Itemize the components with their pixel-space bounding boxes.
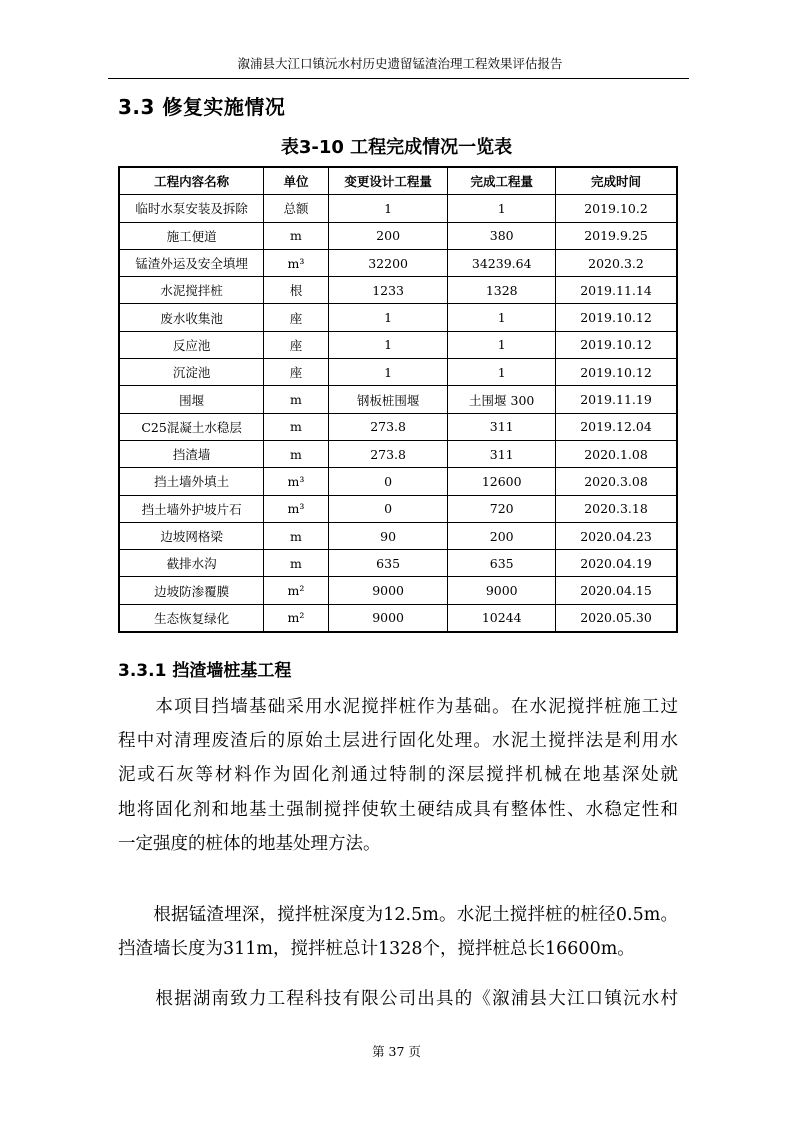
cell-done-date: 2020.3.08 (556, 468, 678, 495)
table-row (119, 577, 677, 604)
col-header-name: 工程内容名称 (119, 167, 264, 195)
cell-name: 反应池 (119, 331, 264, 358)
cell-design-qty: 32200 (328, 249, 448, 276)
cell-done-qty: 635 (448, 550, 556, 577)
cell-unit: m (264, 550, 329, 577)
cell-name: 生态恢复绿化 (119, 604, 264, 632)
paragraph-line: 地将固化剂和地基土强制搅拌使软土硬结成具有整体性、水稳定性和 (118, 799, 678, 820)
cell-name: 挡土墙外护坡片石 (119, 495, 264, 522)
cell-done-date: 2019.10.2 (556, 195, 678, 222)
cell-done-date: 2020.04.19 (556, 550, 678, 577)
col-header-design-qty: 变更设计工程量 (328, 167, 448, 195)
cell-done-qty: 土围堰 300 (448, 386, 556, 413)
cell-done-qty: 311 (448, 440, 556, 467)
table-row (119, 304, 677, 331)
table-row (119, 359, 677, 386)
cell-unit: 座 (264, 331, 329, 358)
cell-done-date: 2020.3.2 (556, 249, 678, 276)
cell-name: 临时水泵安装及拆除 (119, 195, 264, 222)
paragraph-line: 根据锰渣埋深，搅拌桩深度为12.5m。水泥土搅拌桩的桩径0.5m。 (118, 905, 678, 925)
cell-design-qty: 635 (328, 550, 448, 577)
works-completion-table (118, 166, 678, 633)
cell-design-qty: 1233 (328, 277, 448, 304)
table-row (119, 386, 677, 413)
cell-done-date: 2020.05.30 (556, 604, 678, 632)
cell-name: 沉淀池 (119, 359, 264, 386)
cell-unit: m² (264, 577, 329, 604)
cell-unit: m (264, 386, 329, 413)
table-row (119, 468, 677, 495)
cell-done-date: 2020.1.08 (556, 440, 678, 467)
paragraph-3 (118, 982, 678, 1016)
cell-name: 水泥搅拌桩 (119, 277, 264, 304)
cell-done-date: 2020.04.15 (556, 577, 678, 604)
table-row (119, 604, 677, 632)
cell-done-date: 2020.04.23 (556, 522, 678, 549)
table-row (119, 522, 677, 549)
cell-unit: m (264, 440, 329, 467)
cell-design-qty: 200 (328, 222, 448, 249)
cell-done-qty: 311 (448, 413, 556, 440)
paragraph-2 (118, 898, 678, 966)
paragraph-1 (118, 690, 678, 861)
cell-name: 锰渣外运及安全填埋 (119, 249, 264, 276)
table-row (119, 277, 677, 304)
cell-done-date: 2020.3.18 (556, 495, 678, 522)
table-header-row (119, 167, 677, 195)
cell-name: 废水收集池 (119, 304, 264, 331)
cell-design-qty: 90 (328, 522, 448, 549)
cell-name: 挡土墙外填土 (119, 468, 264, 495)
cell-done-qty: 9000 (448, 577, 556, 604)
cell-done-date: 2019.10.12 (556, 304, 678, 331)
cell-done-date: 2019.9.25 (556, 222, 678, 249)
cell-done-qty: 380 (448, 222, 556, 249)
cell-unit: m³ (264, 495, 329, 522)
cell-done-qty: 1 (448, 359, 556, 386)
cell-done-qty: 1328 (448, 277, 556, 304)
table-row (119, 413, 677, 440)
cell-done-date: 2019.10.12 (556, 359, 678, 386)
table-row (119, 222, 677, 249)
cell-name: 施工便道 (119, 222, 264, 249)
table-caption: 表3-10 工程完成情况一览表 (280, 137, 513, 158)
cell-unit: m (264, 413, 329, 440)
table-row (119, 331, 677, 358)
cell-name: 边坡防渗覆膜 (119, 577, 264, 604)
cell-design-qty: 1 (328, 304, 448, 331)
cell-design-qty: 9000 (328, 577, 448, 604)
col-header-done-date: 完成时间 (556, 167, 678, 195)
col-header-unit: 单位 (264, 167, 329, 195)
cell-unit: m² (264, 604, 329, 632)
cell-done-qty: 1 (448, 304, 556, 331)
table-row (119, 440, 677, 467)
section-heading: 3.3 修复实施情况 (118, 95, 286, 119)
cell-design-qty: 1 (328, 331, 448, 358)
table-row (119, 550, 677, 577)
cell-done-date: 2019.11.19 (556, 386, 678, 413)
cell-unit: 总额 (264, 195, 329, 222)
cell-done-qty: 1 (448, 195, 556, 222)
table-row (119, 195, 677, 222)
cell-name: 挡渣墙 (119, 440, 264, 467)
cell-unit: m (264, 522, 329, 549)
cell-name: 围堰 (119, 386, 264, 413)
cell-design-qty: 1 (328, 359, 448, 386)
header-rule (108, 78, 689, 79)
page-number: 第 37 页 (372, 1044, 421, 1059)
cell-unit: m³ (264, 249, 329, 276)
cell-done-date: 2019.11.14 (556, 277, 678, 304)
cell-unit: 根 (264, 277, 329, 304)
cell-done-date: 2019.12.04 (556, 413, 678, 440)
cell-name: 截排水沟 (119, 550, 264, 577)
cell-design-qty: 273.8 (328, 413, 448, 440)
subsection-heading: 3.3.1 挡渣墙桩基工程 (118, 661, 292, 681)
paragraph-line: 根据湖南致力工程科技有限公司出具的《溆浦县大江口镇沅水村 (118, 989, 678, 1009)
paragraph-line: 泥或石灰等材料作为固化剂通过特制的深层搅拌机械在地基深处就 (118, 765, 678, 786)
running-header: 溆浦县大江口镇沅水村历史遗留锰渣治理工程效果评估报告 (237, 56, 563, 71)
col-header-done-qty: 完成工程量 (448, 167, 556, 195)
cell-done-qty: 1 (448, 331, 556, 358)
paragraph-line: 一定强度的桩体的地基处理方法。 (118, 833, 381, 854)
cell-done-qty: 200 (448, 522, 556, 549)
cell-name: 边坡网格梁 (119, 522, 264, 549)
cell-design-qty: 9000 (328, 604, 448, 632)
cell-unit: 座 (264, 304, 329, 331)
cell-done-date: 2019.10.12 (556, 331, 678, 358)
cell-design-qty: 0 (328, 468, 448, 495)
cell-unit: 座 (264, 359, 329, 386)
cell-unit: m (264, 222, 329, 249)
cell-design-qty: 1 (328, 195, 448, 222)
cell-unit: m³ (264, 468, 329, 495)
cell-name: C25混凝土水稳层 (119, 413, 264, 440)
table-row (119, 495, 677, 522)
table-row (119, 249, 677, 276)
cell-done-qty: 12600 (448, 468, 556, 495)
cell-design-qty: 0 (328, 495, 448, 522)
paragraph-line: 挡渣墙长度为311m，搅拌桩总计1328个，搅拌桩总长16600m。 (118, 939, 635, 960)
cell-done-qty: 34239.64 (448, 249, 556, 276)
paragraph-line: 程中对清理废渣后的原始土层进行固化处理。水泥土搅拌法是利用水 (118, 731, 678, 752)
paragraph-line: 本项目挡墙基础采用水泥搅拌桩作为基础。在水泥搅拌桩施工过 (118, 697, 678, 717)
cell-done-qty: 720 (448, 495, 556, 522)
cell-design-qty: 273.8 (328, 440, 448, 467)
cell-done-qty: 10244 (448, 604, 556, 632)
cell-design-qty: 钢板桩围堰 (328, 386, 448, 413)
